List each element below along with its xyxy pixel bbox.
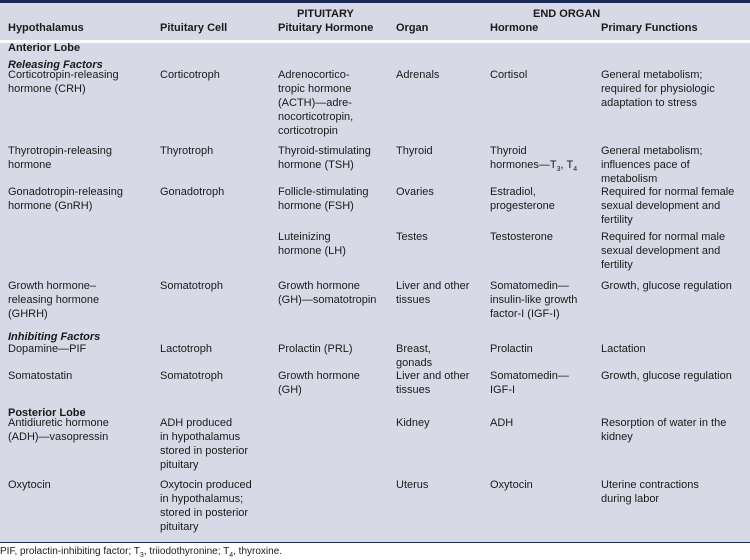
- cell-organ: Kidney: [396, 417, 430, 429]
- cell-hormone: Prolactin: [490, 343, 533, 355]
- cell-primary-functions: General metabolism; influences pace of metabolism: [601, 145, 703, 185]
- cell-primary-functions: Required for normal female sexual development and fertility: [601, 186, 735, 226]
- cell-organ: Testes: [396, 231, 428, 243]
- cell-primary-functions: Growth, glucose regulation: [601, 370, 732, 382]
- cell-organ: Thyroid: [396, 145, 433, 157]
- cell-organ: Breast, gonads: [396, 343, 433, 369]
- cell-organ: Uterus: [396, 479, 429, 491]
- cell-pituitary-hormone: Follicle-stimulating hormone (FSH): [278, 186, 369, 212]
- cell-pituitary-cell: Gonadotroph: [160, 186, 225, 198]
- col-header-pituitary-hormone: Pituitary Hormone: [278, 22, 374, 34]
- cell-primary-functions: Lactation: [601, 343, 646, 355]
- group-header-pituitary: PITUITARY: [297, 8, 354, 20]
- cell-pituitary-cell: ADH produced in hypothalamus stored in posterior pituitary: [160, 417, 249, 471]
- cell-organ: Adrenals: [396, 69, 440, 81]
- cell-organ: Liver and other tissues: [396, 280, 470, 306]
- cell-hormone: Estradiol, progesterone: [490, 186, 555, 212]
- cell-pituitary-hormone: Luteinizing hormone (LH): [278, 231, 346, 257]
- section-posterior-lobe: Posterior Lobe: [8, 407, 86, 419]
- cell-pituitary-cell: Somatotroph: [160, 370, 223, 382]
- cell-hormone: Thyroid $hormones—T_3$, $T_4$: [490, 145, 578, 174]
- col-header-hormone: Hormone: [490, 22, 539, 34]
- subsection-inhibiting-factors: Inhibiting Factors: [8, 331, 101, 343]
- cell-pituitary-cell: Lactotroph: [160, 343, 212, 355]
- cell-hormone: Oxytocin: [490, 479, 533, 491]
- cell-pituitary-hormone: Thyroid-stimulating hormone (TSH): [278, 145, 371, 171]
- cell-hypothalamus: Growth hormone– releasing hormone (GHRH): [8, 280, 100, 320]
- cell-pituitary-hormone: Prolactin (PRL): [278, 343, 353, 355]
- cell-pituitary-hormone: Growth hormone (GH): [278, 370, 360, 396]
- cell-organ: Liver and other tissues: [396, 370, 470, 396]
- footnote: PIF, prolactin-inhibiting factor; $T_3$, triiodothyronine; $T_4$, thyroxine.: [0, 546, 283, 559]
- cell-primary-functions: General metabolism; required for physiologic adaptation to stress: [601, 69, 715, 109]
- cell-pituitary-hormone: Growth hormone (GH)—somatotropin: [278, 280, 377, 306]
- group-header-end-organ: END ORGAN: [533, 8, 601, 20]
- col-header-pituitary-cell: Pituitary Cell: [160, 22, 228, 34]
- cell-primary-functions: Required for normal male sexual development and fertility: [601, 231, 726, 271]
- subsection-releasing-factors: Releasing Factors: [8, 59, 103, 71]
- col-header-organ: Organ: [396, 22, 429, 34]
- cell-hypothalamus: Oxytocin: [8, 479, 51, 491]
- cell-hypothalamus: Thyrotropin-releasing hormone: [8, 145, 112, 171]
- cell-pituitary-cell: Thyrotroph: [160, 145, 214, 157]
- section-anterior-lobe: Anterior Lobe: [8, 42, 81, 54]
- cell-primary-functions: Growth, glucose regulation: [601, 280, 732, 292]
- cell-pituitary-cell: Somatotroph: [160, 280, 223, 292]
- cell-hormone: Somatomedin— IGF-I: [490, 370, 569, 396]
- cell-pituitary-cell: Oxytocin produced in hypothalamus; stored in posterior pituitary: [160, 479, 252, 533]
- cell-hormone: Testosterone: [490, 231, 553, 243]
- cell-organ: Ovaries: [396, 186, 434, 198]
- cell-hypothalamus: Gonadotropin-releasing hormone (GnRH): [8, 186, 123, 212]
- cell-hormone: Cortisol: [490, 69, 528, 81]
- cell-pituitary-hormone: Adrenocortico- tropic hormone (ACTH)—adre- nocorticotropin, corticotropin: [278, 69, 354, 137]
- cell-pituitary-cell: Corticotroph: [160, 69, 220, 81]
- cell-hormone: Somatomedin— insulin-like growth factor-I (IGF-I): [490, 280, 578, 320]
- cell-primary-functions: Resorption of water in the kidney: [601, 417, 727, 443]
- cell-hormone: ADH: [490, 417, 514, 429]
- cell-hypothalamus: Somatostatin: [8, 370, 73, 382]
- cell-primary-functions: Uterine contractions during labor: [601, 479, 699, 505]
- cell-hypothalamus: Dopamine—PIF: [8, 343, 87, 355]
- col-header-primary-functions: Primary Functions: [601, 22, 698, 34]
- cell-hypothalamus: Antidiuretic hormone (ADH)—vasopressin: [8, 417, 109, 443]
- col-header-hypothalamus: Hypothalamus: [8, 22, 84, 34]
- cell-hypothalamus: Corticotropin-releasing hormone (CRH): [8, 69, 119, 95]
